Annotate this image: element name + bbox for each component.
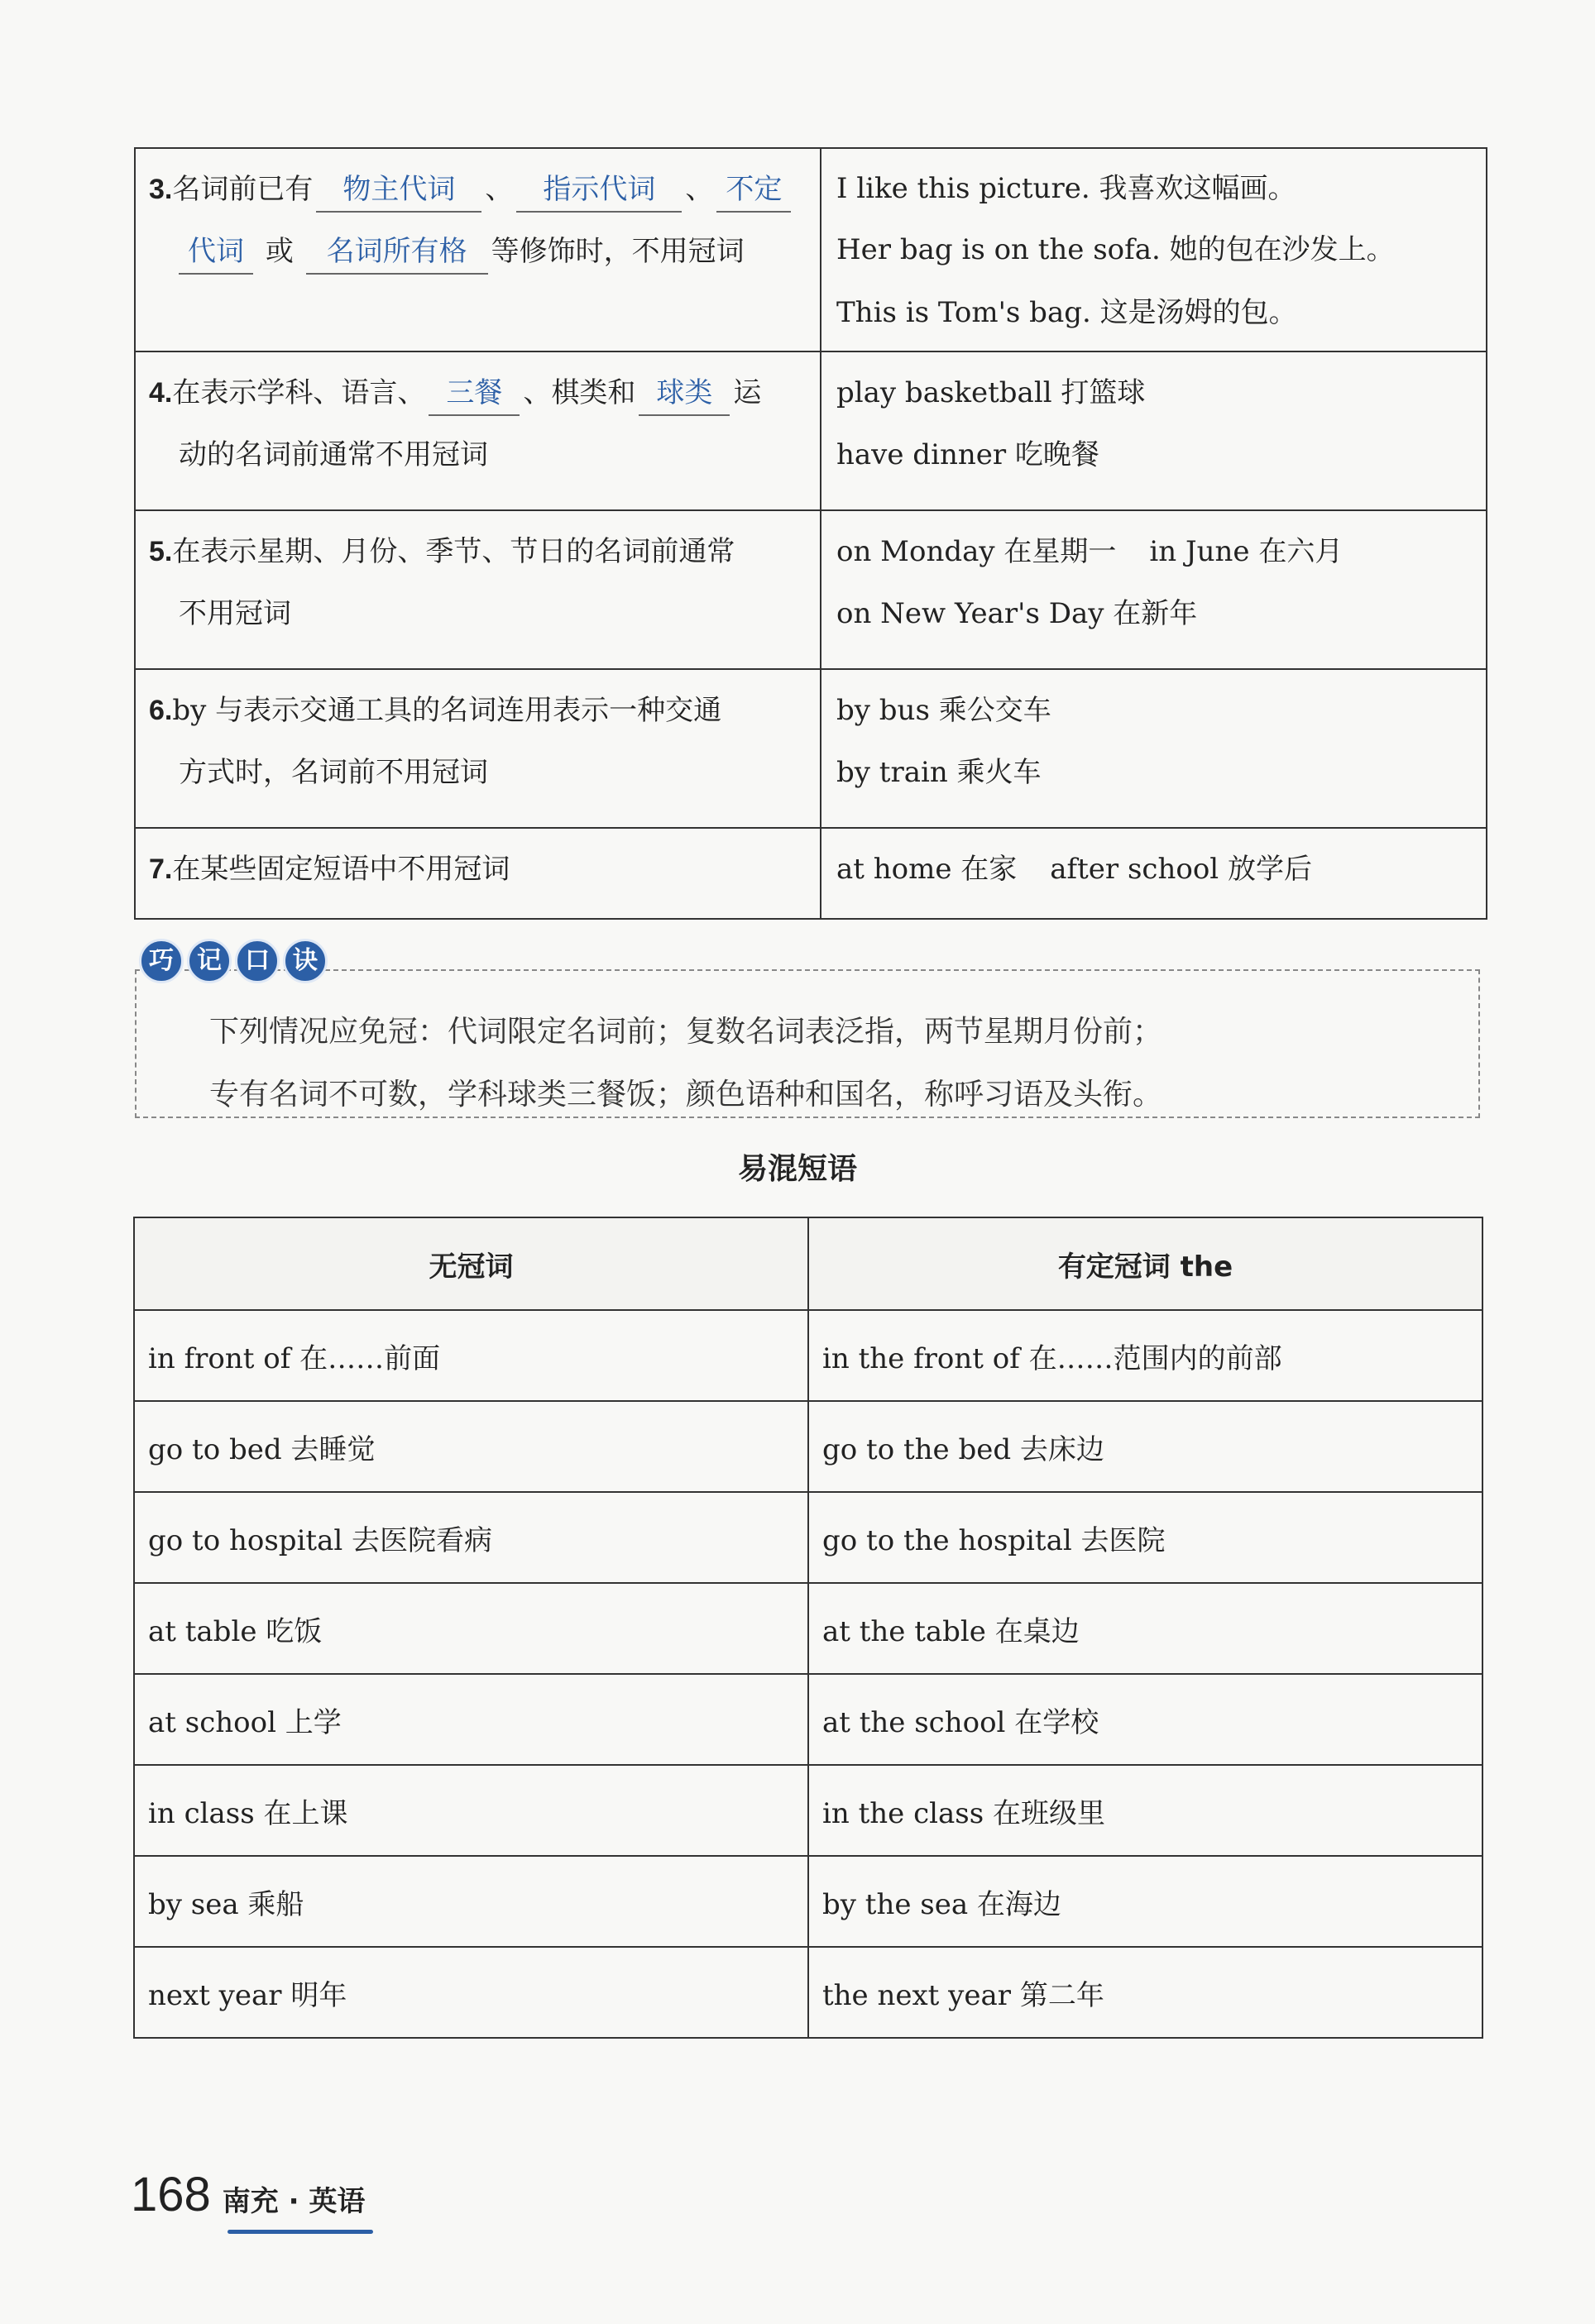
example-cell [821, 669, 1487, 828]
example: Her bag is on the sofa. 她的包在沙发上。 [836, 233, 1395, 266]
mnemonic-title [139, 939, 328, 985]
table-row [135, 148, 1487, 351]
phrase-cell: by the sea 在海边 [808, 1856, 1482, 1947]
book-label: 南充 · 英语 [223, 2178, 366, 2219]
rule-cell [135, 510, 821, 669]
mnemonic-title-char: 巧 [139, 939, 184, 983]
phrase-cell: go to hospital 去医院看病 [134, 1492, 808, 1583]
example: have dinner 吃晚餐 [836, 438, 1099, 471]
phrase-cell: by sea 乘船 [134, 1856, 808, 1947]
mnemonic-title-char: 诀 [283, 939, 328, 983]
example-cell [821, 148, 1487, 351]
example: on New Year's Day 在新年 [836, 597, 1198, 630]
rule-cell [135, 828, 821, 919]
page-number: 168 [131, 2168, 211, 2221]
example: after school 放学后 [1050, 853, 1312, 886]
table-row [135, 828, 1487, 919]
phrase-cell: at school 上学 [134, 1674, 808, 1765]
rule-number: 7. [149, 854, 173, 885]
phrases-table [133, 1217, 1483, 2039]
fill-blank: 球类 [639, 371, 730, 416]
table-row [134, 1583, 1482, 1674]
separator: 、 [485, 173, 514, 206]
table-row [134, 1674, 1482, 1765]
phrase-cell: at the table 在桌边 [808, 1583, 1482, 1674]
rule-cell [135, 148, 821, 351]
rule-number: 4. [149, 377, 173, 409]
rule-number: 5. [149, 536, 173, 567]
rule-text: 在某些固定短语中不用冠词 [172, 853, 510, 886]
phrase-cell: the next year 第二年 [808, 1947, 1482, 2038]
table-row [134, 1765, 1482, 1856]
rule-text: by 与表示交通工具的名词连用表示一种交通 [172, 694, 722, 727]
page-footer [131, 2167, 365, 2233]
mnemonic-line: 下列情况应免冠：代词限定名词前；复数名词表泛指，两节星期月份前； [209, 1015, 1163, 1049]
phrase-cell: go to bed 去睡觉 [134, 1401, 808, 1492]
table-row [135, 510, 1487, 669]
table-row [134, 1856, 1482, 1947]
rule-cell [135, 669, 821, 828]
rule-number: 6. [149, 695, 173, 726]
example: at home 在家 [836, 853, 1018, 886]
example: by train 乘火车 [836, 756, 1042, 789]
phrase-cell: go to the bed 去床边 [808, 1401, 1482, 1492]
table-row [134, 1947, 1482, 2038]
table-header-row [134, 1217, 1482, 1310]
phrase-cell: in front of 在……前面 [134, 1310, 808, 1401]
rule-text: 方式时，名词前不用冠词 [179, 756, 488, 789]
phrase-cell: in the class 在班级里 [808, 1765, 1482, 1856]
fill-blank: 三餐 [429, 371, 520, 416]
example: by bus 乘公交车 [836, 694, 1051, 727]
fill-blank: 指示代词 [516, 168, 682, 213]
mnemonic-box [135, 969, 1480, 1118]
rule-text: 在表示学科、语言、 [172, 376, 426, 409]
column-header: 有定冠词 the [808, 1217, 1482, 1310]
example: I like this picture. 我喜欢这幅画。 [836, 172, 1296, 205]
article-rules-table [134, 147, 1487, 920]
example-cell [821, 351, 1487, 510]
fill-blank: 物主代词 [316, 168, 481, 213]
rule-text: 、棋类和 [523, 376, 636, 409]
example: on Monday 在星期一 [836, 535, 1117, 568]
example: in June 在六月 [1149, 535, 1344, 568]
table-row [134, 1492, 1482, 1583]
rule-text: 名词前已有 [172, 173, 314, 206]
table-row [135, 669, 1487, 828]
phrase-cell: go to the hospital 去医院 [808, 1492, 1482, 1583]
rule-text: 在表示星期、月份、季节、节日的名词前通常 [172, 535, 735, 568]
example-cell [821, 510, 1487, 669]
phrase-cell: next year 明年 [134, 1947, 808, 2038]
rule-text: 运 [733, 376, 762, 409]
separator: 、 [685, 173, 714, 206]
phrase-cell: at the school 在学校 [808, 1674, 1482, 1765]
example: play basketball 打篮球 [836, 376, 1146, 409]
rule-text: 或 [265, 235, 294, 268]
phrase-cell: in class 在上课 [134, 1765, 808, 1856]
table-row [134, 1310, 1482, 1401]
mnemonic-line: 专有名词不可数，学科球类三餐饭；颜色语种和国名，称呼习语及头衔。 [209, 1078, 1163, 1112]
section-title: 易混短语 [737, 1152, 857, 1186]
example-cell [821, 828, 1487, 919]
fill-blank: 代词 [179, 230, 253, 275]
mnemonic-title-char: 记 [187, 939, 232, 983]
rule-text: 不用冠词 [179, 597, 291, 630]
column-header: 无冠词 [134, 1217, 808, 1310]
mnemonic-title-char: 口 [235, 939, 280, 983]
phrase-cell: at table 吃饭 [134, 1583, 808, 1674]
rule-text: 等修饰时，不用冠词 [491, 235, 745, 268]
fill-blank: 不定 [716, 168, 791, 213]
rule-text: 动的名词前通常不用冠词 [179, 438, 488, 471]
table-row [135, 351, 1487, 510]
table-row [134, 1401, 1482, 1492]
rule-cell [135, 351, 821, 510]
rule-number: 3. [149, 174, 173, 205]
phrase-cell: in the front of 在……范围内的前部 [808, 1310, 1482, 1401]
fill-blank: 名词所有格 [306, 230, 488, 275]
example: This is Tom's bag. 这是汤姆的包。 [836, 296, 1297, 329]
